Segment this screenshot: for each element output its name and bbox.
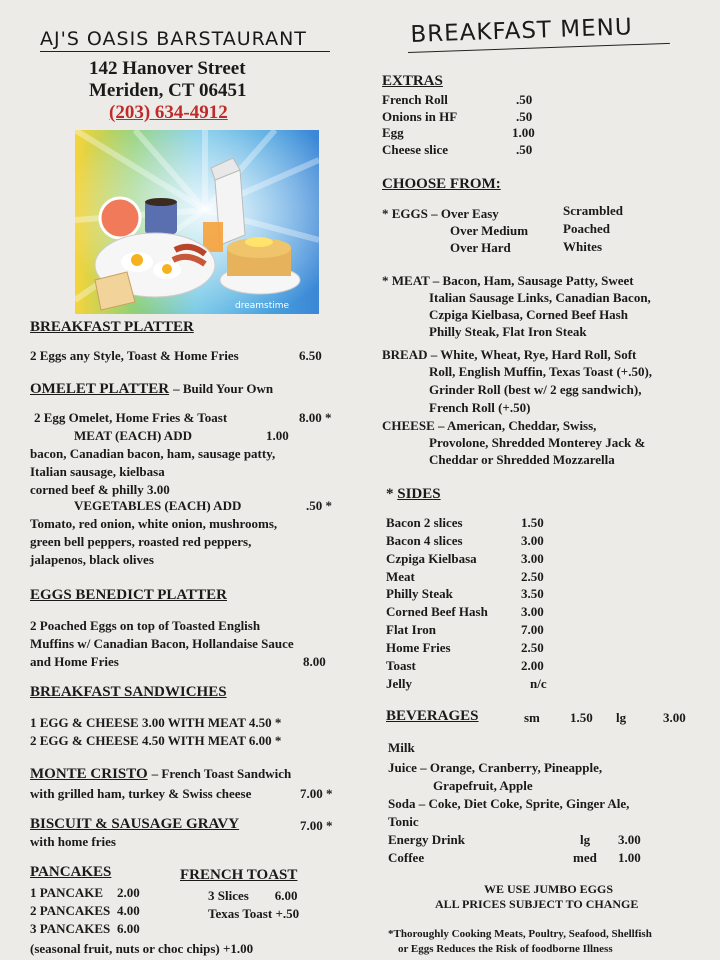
pancake-extras: (seasonal fruit, nuts or choc chips) +1.00 — [30, 941, 254, 956]
eggs-benedict-line-3: and Home Fries — [30, 654, 119, 669]
pancake-price: 2.00 — [117, 885, 140, 900]
eggs-option: Over Medium — [450, 223, 529, 238]
sandwich-row-1: 1 EGG & CHEESE 3.00 WITH MEAT 4.50 * — [30, 715, 282, 730]
biscuit-title: BISCUIT & SAUSAGE GRAVY — [30, 816, 240, 832]
pancake-row: 1 PANCAKE — [30, 885, 104, 900]
address-city: Meriden, CT 06451 — [89, 80, 247, 101]
beverage-size-sm: sm — [524, 710, 540, 725]
omelet-meat-list-2: Italian sausage, kielbasa — [30, 464, 165, 479]
omelet-line: 2 Egg Omelet, Home Fries & Toast — [34, 410, 228, 425]
beverage-milk: Milk — [388, 740, 415, 755]
sandwiches-title: BREAKFAST SANDWICHES — [30, 684, 227, 700]
omelet-veg-list-1: Tomato, red onion, white onion, mushrooms, — [30, 516, 278, 531]
beverage-energy-price: 3.00 — [618, 832, 641, 847]
menu-title: BREAKFAST MENU — [410, 14, 634, 48]
pancake-row: 3 PANCAKES — [30, 921, 111, 936]
side-price: 7.00 — [521, 622, 544, 637]
meat-options-3: Czpiga Kielbasa, Corned Beef Hash — [429, 307, 628, 322]
side-price: 1.50 — [521, 515, 544, 530]
extras-title: EXTRAS — [382, 73, 443, 89]
monte-cristo-heading — [30, 765, 291, 783]
sides-title: SIDES — [397, 486, 441, 502]
omelet-veg-header: VEGETABLES (EACH) ADD — [74, 498, 242, 513]
side-price: 3.00 — [521, 551, 544, 566]
side-price: 3.50 — [521, 586, 544, 601]
eggs-label: * EGGS – Over Easy — [382, 206, 499, 221]
french-toast-title: FRENCH TOAST — [180, 867, 298, 883]
breakfast-platter-desc: 2 Eggs any Style, Toast & Home Fries — [30, 348, 239, 363]
omelet-platter-title: OMELET PLATTER — [30, 381, 170, 397]
pancake-row: 2 PANCAKES — [30, 903, 111, 918]
side-item: Philly Steak — [386, 586, 453, 601]
eggs-benedict-price: 8.00 — [303, 654, 326, 669]
sides-heading — [386, 485, 441, 503]
eggs-benedict-line-2: Muffins w/ Canadian Bacon, Hollandaise Sauce — [30, 636, 294, 651]
eggs-option: Whites — [563, 239, 602, 254]
side-price: 2.00 — [521, 658, 544, 673]
monte-cristo-subtitle: – French Toast Sandwich — [151, 766, 292, 781]
beverage-soda-2: Tonic — [388, 814, 419, 829]
omelet-platter-subtitle: – Build Your Own — [173, 381, 274, 396]
beverage-energy: Energy Drink — [388, 832, 465, 847]
beverage-juice-1: Juice – Orange, Cranberry, Pineapple, — [388, 760, 603, 775]
eggs-benedict-title: EGGS BENEDICT PLATTER — [30, 587, 227, 603]
biscuit-desc: with home fries — [30, 834, 116, 849]
extra-price: 1.00 — [512, 125, 535, 140]
image-watermark: dreamstime — [235, 301, 290, 311]
omelet-veg-list-2: green bell peppers, roasted red peppers, — [30, 534, 252, 549]
cheese-options-3: Cheddar or Shredded Mozzarella — [429, 452, 615, 467]
omelet-meat-price: 1.00 — [266, 428, 289, 443]
meat-options-2: Italian Sausage Links, Canadian Bacon, — [429, 290, 651, 305]
side-price: 3.00 — [521, 604, 544, 619]
bread-options-2: Roll, English Muffin, Texas Toast (+.50), — [429, 364, 653, 379]
side-item: Czpiga Kielbasa — [386, 551, 477, 566]
footer-prices-note: ALL PRICES SUBJECT TO CHANGE — [435, 897, 639, 911]
sandwich-row-2: 2 EGG & CHEESE 4.50 WITH MEAT 6.00 * — [30, 733, 282, 748]
bread-options-1: BREAD – White, Wheat, Rye, Hard Roll, Soft — [382, 347, 637, 362]
side-item: Meat — [386, 569, 415, 584]
biscuit-price: 7.00 * — [300, 818, 333, 833]
side-price: 3.00 — [521, 533, 544, 548]
extra-item: French Roll — [382, 92, 448, 107]
breakfast-illustration — [75, 130, 319, 314]
french-toast-slices: 3 Slices 6.00 — [208, 888, 298, 903]
beverage-juice-2: Grapefruit, Apple — [433, 778, 533, 793]
monte-cristo-price: 7.00 * — [300, 786, 333, 801]
bread-options-3: Grinder Roll (best w/ 2 egg sandwich), — [429, 382, 642, 397]
footer-warning-1: *Thoroughly Cooking Meats, Poultry, Seafood, Shellfish — [388, 928, 652, 940]
side-item: Flat Iron — [386, 622, 436, 637]
extra-item: Cheese slice — [382, 142, 449, 157]
beverage-soda-1: Soda – Coke, Diet Coke, Sprite, Ginger Ale, — [388, 796, 630, 811]
omelet-meat-list-3: corned beef & philly 3.00 — [30, 482, 170, 497]
side-item: Jelly — [386, 676, 412, 691]
omelet-price: 8.00 * — [299, 410, 332, 425]
omelet-veg-price: .50 * — [306, 498, 332, 513]
side-price: n/c — [530, 676, 547, 691]
beverages-title: BEVERAGES — [386, 708, 479, 724]
beverage-price-lg: 3.00 — [663, 710, 686, 725]
cheese-options-1: CHEESE – American, Cheddar, Swiss, — [382, 418, 597, 433]
beverage-size-lg: lg — [616, 710, 627, 725]
omelet-platter-heading — [30, 380, 273, 398]
pancake-price: 4.00 — [117, 903, 140, 918]
bread-options-4: French Roll (+.50) — [429, 400, 531, 415]
sides-star: * — [386, 486, 398, 502]
restaurant-name-underline — [40, 51, 330, 52]
extra-item: Onions in HF — [382, 109, 458, 124]
monte-cristo-title: MONTE CRISTO — [30, 766, 148, 782]
side-price: 2.50 — [521, 569, 544, 584]
address-street: 142 Hanover Street — [89, 58, 246, 79]
meat-options-1: * MEAT – Bacon, Ham, Sausage Patty, Sweet — [382, 273, 634, 288]
beverage-coffee-price: 1.00 — [618, 850, 641, 865]
extra-price: .50 — [516, 92, 533, 107]
footer-jumbo-eggs: WE USE JUMBO EGGS — [484, 882, 614, 896]
omelet-veg-list-3: jalapenos, black olives — [30, 552, 154, 567]
eggs-option: Scrambled — [563, 203, 623, 218]
extra-price: .50 — [516, 142, 533, 157]
eggs-benedict-line-1: 2 Poached Eggs on top of Toasted English — [30, 618, 261, 633]
side-item: Bacon 4 slices — [386, 533, 463, 548]
side-item: Corned Beef Hash — [386, 604, 488, 619]
eggs-option: Over Hard — [450, 240, 511, 255]
choose-title: CHOOSE FROM: — [382, 176, 501, 192]
beverage-energy-size: lg — [580, 832, 591, 847]
pancakes-title: PANCAKES — [30, 864, 112, 880]
monte-cristo-desc: with grilled ham, turkey & Swiss cheese — [30, 786, 252, 801]
extra-price: .50 — [516, 109, 533, 124]
beverage-coffee-size: med — [573, 850, 597, 865]
french-toast-texas: Texas Toast +.50 — [208, 906, 300, 921]
breakfast-platter-price: 6.50 — [299, 348, 322, 363]
side-item: Home Fries — [386, 640, 451, 655]
side-price: 2.50 — [521, 640, 544, 655]
cheese-options-2: Provolone, Shredded Monterey Jack & — [429, 435, 646, 450]
side-item: Bacon 2 slices — [386, 515, 463, 530]
side-item: Toast — [386, 658, 416, 673]
restaurant-name: AJ'S OASIS BARSTAURANT — [40, 28, 307, 50]
extra-item: Egg — [382, 125, 404, 140]
omelet-meat-header: MEAT (EACH) ADD — [74, 428, 192, 443]
beverage-coffee: Coffee — [388, 850, 425, 865]
breakfast-platter-title: BREAKFAST PLATTER — [30, 319, 194, 335]
phone-number: (203) 634-4912 — [109, 102, 228, 123]
beverage-price-sm: 1.50 — [570, 710, 593, 725]
omelet-meat-list-1: bacon, Canadian bacon, ham, sausage patty, — [30, 446, 276, 461]
footer-warning-2: or Eggs Reduces the Risk of foodborne Illness — [398, 943, 613, 955]
eggs-option: Poached — [563, 221, 610, 236]
pancake-price: 6.00 — [117, 921, 140, 936]
meat-options-4: Philly Steak, Flat Iron Steak — [429, 324, 587, 339]
